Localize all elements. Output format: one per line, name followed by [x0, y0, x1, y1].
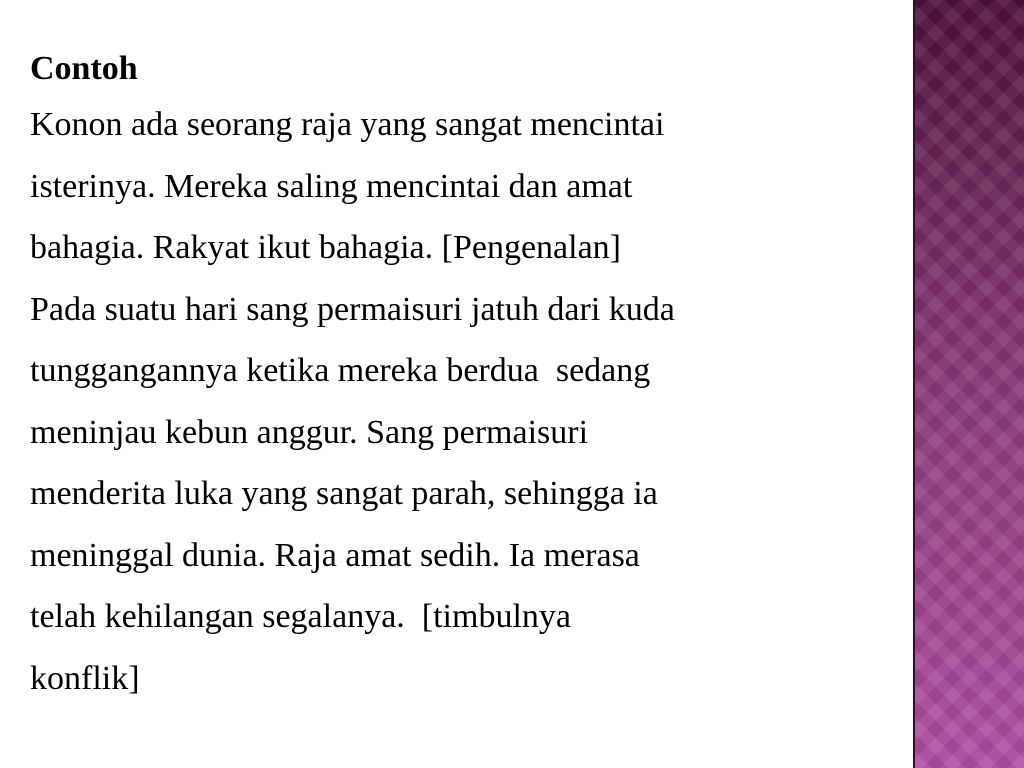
text-line: isterinya. Mereka saling mencintai dan amat	[30, 167, 633, 205]
text-line: tunggangannya ketika mereka berdua sedang	[30, 352, 651, 389]
slide-heading: Contoh	[30, 50, 138, 87]
slide-content	[30, 44, 900, 709]
text-line: bahagia. Rakyat ikut bahagia. [Pengenalan]	[30, 229, 621, 266]
text-line: meninjau kebun anggur. Sang permaisuri	[30, 413, 589, 451]
text-line: konflik]	[30, 659, 140, 697]
text-line: telah kehilangan segalanya. [timbulnya	[30, 598, 571, 635]
text-line: Pada suatu hari sang permaisuri jatuh dari kuda	[30, 290, 675, 328]
text-line: meninggal dunia. Raja amat sedih. Ia merasa	[30, 536, 640, 574]
text-line: menderita luka yang sangat parah, sehingga ia	[30, 475, 658, 512]
text-line: Konon ada seorang raja yang sangat mencintai	[30, 106, 665, 143]
decorative-sidebar	[913, 0, 1024, 768]
